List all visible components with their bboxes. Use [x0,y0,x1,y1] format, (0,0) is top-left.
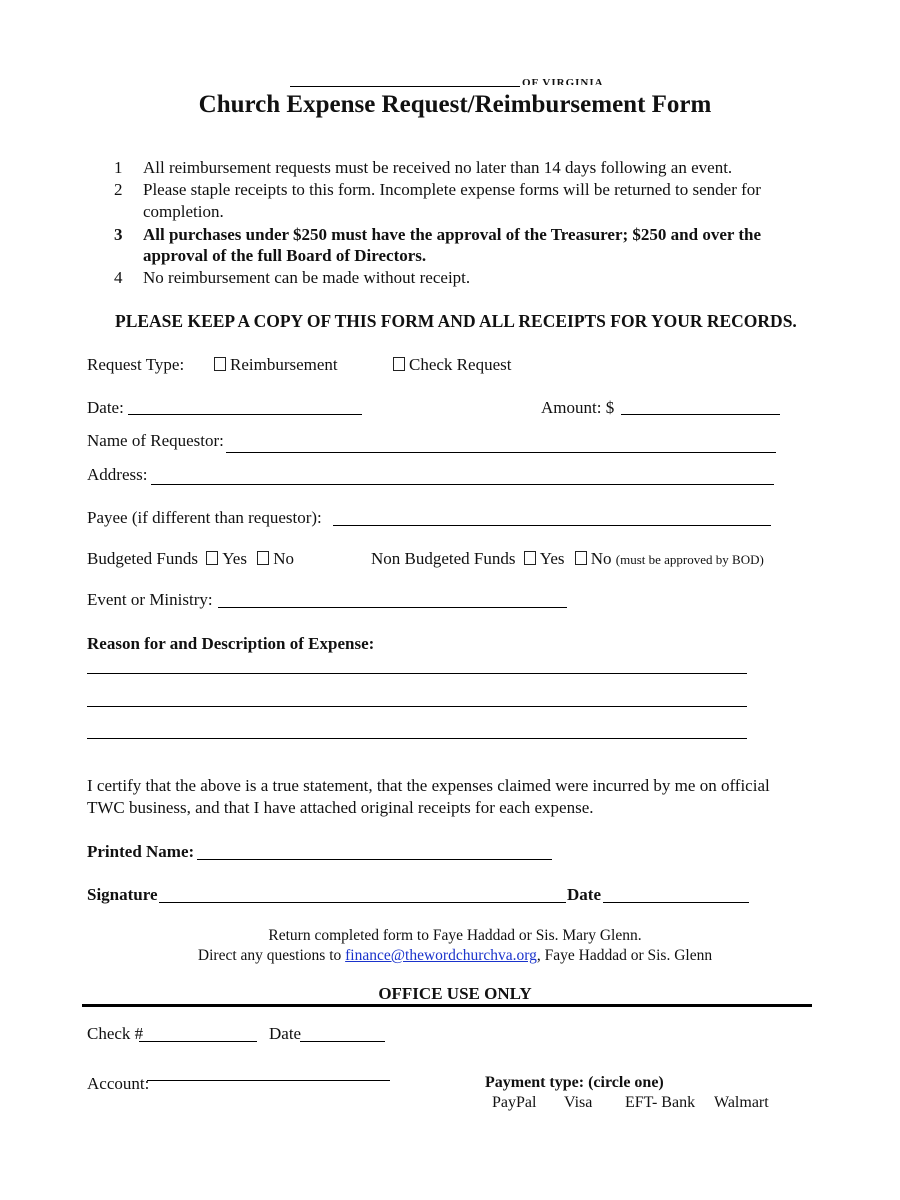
amount-field[interactable] [621,414,780,415]
request-type-label: Request Type: [87,355,185,374]
event-label: Event or Ministry: [87,590,213,609]
budgeted-funds-label: Budgeted Funds [87,549,198,568]
reason-line-2[interactable] [87,706,747,707]
payee-field[interactable] [333,525,771,526]
requestor-field[interactable] [226,452,776,453]
budgeted-funds-row [87,549,294,569]
check-request-label: Check Request [409,355,512,374]
non-budgeted-funds-label: Non Budgeted Funds [371,549,516,568]
questions-suffix: , Faye Haddad or Sis. Glenn [536,947,713,964]
non-budgeted-yes-label: Yes [539,549,565,568]
signature-date-label: Date [567,885,601,904]
amount-label: Amount: $ [541,398,615,417]
records-notice: PLEASE KEEP A COPY OF THIS FORM AND ALL RECEIPTS FOR YOUR RECORDS. [115,311,797,331]
questions-line [0,947,900,965]
account-label: Account: [87,1074,150,1093]
signature-field[interactable] [159,902,566,903]
address-label: Address: [87,465,148,484]
date-label: Date: [87,398,124,417]
budgeted-yes-checkbox[interactable] [206,551,218,565]
instruction-number: 4 [114,268,123,287]
instruction-text: All reimbursement requests must be received no later than 14 days following an event. [143,158,733,177]
form-title: Church Expense Request/Reimbursement Form [198,91,712,118]
date-field[interactable] [128,414,362,415]
budgeted-yes-label: Yes [222,549,247,568]
reimbursement-label: Reimbursement [230,355,338,374]
account-field[interactable] [147,1080,390,1081]
instruction-text: All purchases under $250 must have the approval of the Treasurer; $250 and over the [143,225,762,244]
non-budgeted-yes-checkbox[interactable] [524,551,536,565]
reason-label: Reason for and Description of Expense: [87,634,375,653]
office-use-divider [82,1004,812,1007]
signature-date-field[interactable] [603,902,749,903]
bod-approval-note: (must be approved by BOD) [615,552,764,567]
questions-prefix: Direct any questions to [197,947,346,964]
instruction-text: Please staple receipts to this form. Incomplete expense forms will be returned to sender for [143,180,761,199]
instruction-number: 2 [114,180,123,199]
non-budgeted-no-label: No [590,549,612,568]
reason-line-3[interactable] [87,738,747,739]
requestor-label: Name of Requestor: [87,431,224,450]
reimbursement-option[interactable] [214,355,338,375]
printed-name-label: Printed Name: [87,842,195,861]
address-field[interactable] [151,484,774,485]
check-request-option[interactable] [393,355,511,375]
payment-option-paypal[interactable]: PayPal [492,1094,537,1111]
payment-option-eft-bank[interactable]: EFT- Bank [625,1094,696,1111]
check-request-checkbox[interactable] [393,357,405,371]
payment-option-walmart[interactable]: Walmart [714,1094,769,1111]
event-field[interactable] [218,607,567,608]
certification-line: I certify that the above is a true statement, that the expenses claimed were incurred by me on official [87,776,770,795]
payment-option-visa[interactable]: Visa [564,1094,593,1111]
organization-name-line [290,86,520,87]
budgeted-no-checkbox[interactable] [257,551,269,565]
instruction-text: completion. [143,202,224,221]
office-date-label: Date [269,1024,302,1043]
instruction-number: 3 [114,225,123,244]
certification-line: TWC business, and that I have attached original receipts for each expense. [87,798,594,817]
reimbursement-checkbox[interactable] [214,357,226,371]
office-use-title: OFFICE USE ONLY [378,984,532,1003]
reason-line-1[interactable] [87,673,747,674]
instruction-text: No reimbursement can be made without receipt. [143,268,471,287]
budgeted-no-label: No [273,549,295,568]
non-budgeted-no-checkbox[interactable] [575,551,587,565]
instruction-text: approval of the full Board of Directors. [143,246,427,265]
check-number-label: Check # [87,1024,144,1043]
payment-type-label: Payment type: (circle one) [485,1074,664,1091]
check-number-field[interactable] [139,1041,257,1042]
finance-email-link[interactable]: finance@thewordchurchva.org [345,947,537,964]
office-date-field[interactable] [300,1041,385,1042]
printed-name-field[interactable] [197,859,552,860]
payee-label: Payee (if different than requestor): [87,508,322,527]
signature-label: Signature [87,885,158,904]
instruction-number: 1 [114,158,123,177]
organization-name-cut: OF VIRGINIA [522,77,604,85]
non-budgeted-funds-row [371,549,764,569]
return-instructions: Return completed form to Faye Haddad or Sis. Mary Glenn. [268,927,642,944]
